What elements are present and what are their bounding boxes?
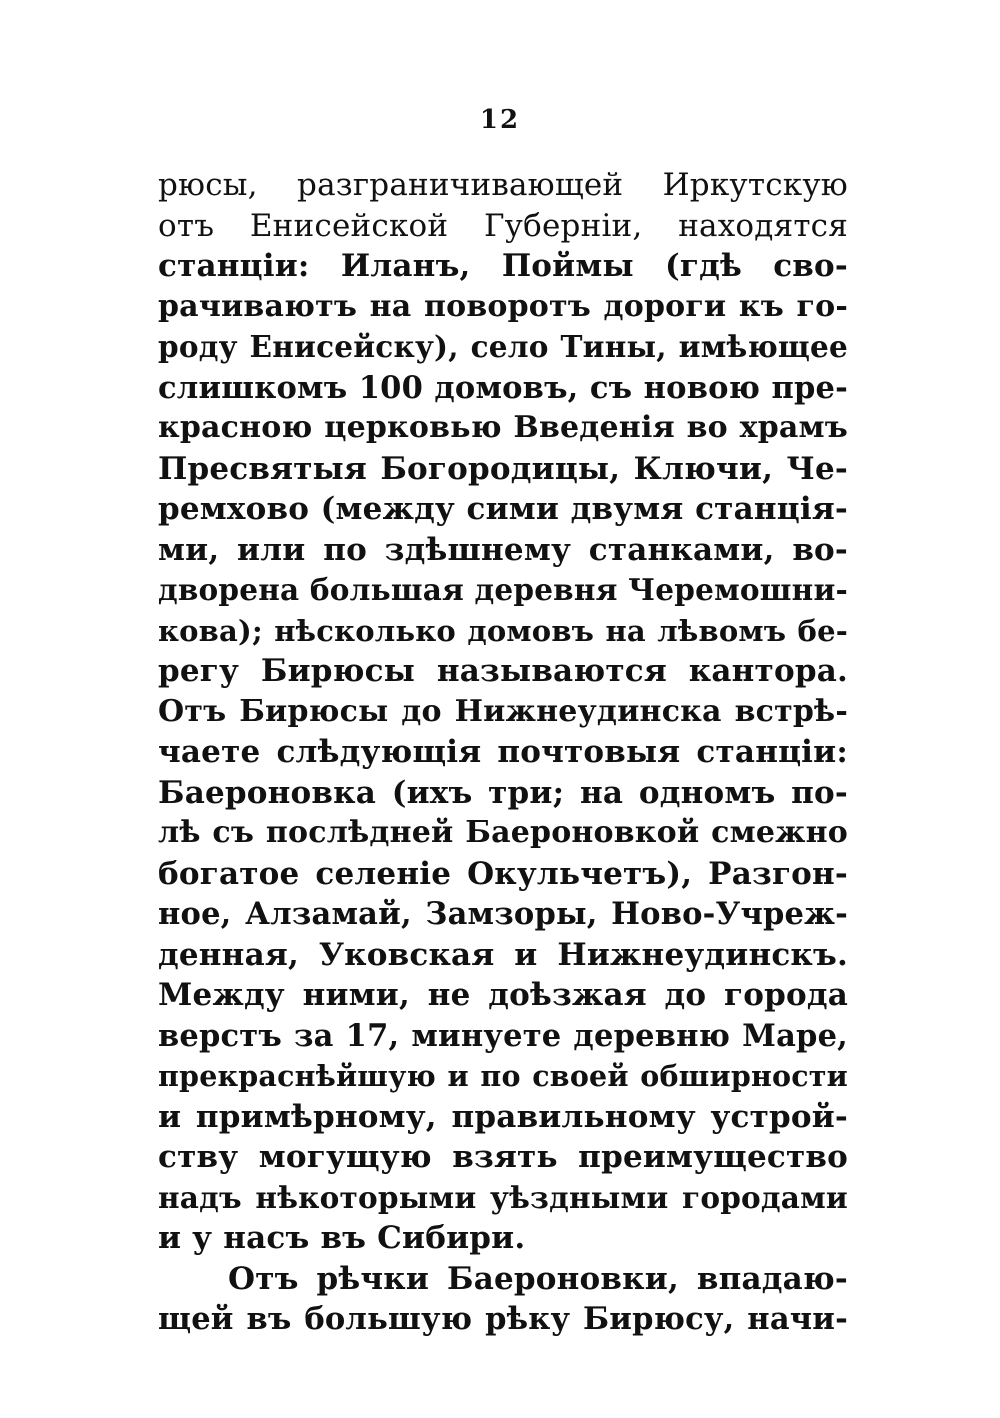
text-line: Отъ Бирюсы до Нижнеудинска встрѣ- xyxy=(158,693,848,729)
text-line: и примѣрному, правильному устрой- xyxy=(158,1098,848,1135)
text-line: Между ними, не доѣзжая до города xyxy=(158,977,848,1013)
text-line: чаете слѣдующія почтовыя станціи: xyxy=(158,734,848,770)
text-line: красною церковью Введенія во храмъ xyxy=(158,410,848,445)
text-line: лѣ съ послѣдней Баероновкой смежно xyxy=(158,815,848,850)
body-text xyxy=(158,165,848,1340)
text-line: щей въ большую рѣку Бирюсу, начи- xyxy=(158,1301,848,1337)
text-line: рачиваютъ на поворотъ дороги къ го- xyxy=(158,288,848,324)
text-line: отъ Енисейской Губерніи, находятся xyxy=(158,207,848,244)
text-line: Отъ рѣчки Баероновки, впадаю- xyxy=(228,1260,848,1297)
text-line: регу Бирюсы называются кантора. xyxy=(158,653,848,689)
text-line: денная, Уковская и Нижнеудинскъ. xyxy=(158,936,848,973)
text-line: ству могущую взять преимущество xyxy=(158,1139,848,1175)
text-line: роду Енисейску), село Тины, имѣющее xyxy=(158,329,848,364)
text-line: богатое селеніе Окульчетъ), Разгон- xyxy=(158,855,848,892)
text-line: слишкомъ 100 домовъ, съ новою пре- xyxy=(158,369,848,406)
text-line: дворена большая деревня Черемошни- xyxy=(158,572,848,607)
text-line: ное, Алзамай, Замзоры, Ново-Учреж- xyxy=(158,896,848,932)
text-line: ремхово (между сими двумя станція- xyxy=(158,491,848,527)
text-line: Баероновка (ихъ три; на одномъ по- xyxy=(158,774,848,811)
text-line: и у насъ въ Сибири. xyxy=(158,1220,526,1256)
text-line: Пресвятыя Богородицы, Ключи, Че- xyxy=(158,450,848,487)
text-line: ми, или по здѣшнему станками, во- xyxy=(158,531,848,568)
text-line: верстъ за 17, минуете деревню Маре, xyxy=(158,1017,848,1054)
text-line: прекраснѣйшую и по своей обширности xyxy=(158,1059,848,1093)
text-line: кова); нѣсколько домовъ на лѣвомъ бе- xyxy=(158,613,848,648)
page-number: 12 xyxy=(479,105,521,135)
text-line: рюсы, разграничивающей Иркутскую xyxy=(158,167,848,203)
text-line: станціи: Иланъ, Поймы (гдѣ сво- xyxy=(158,248,848,284)
text-line: надъ нѣкоторыми уѣздными городами xyxy=(158,1179,848,1215)
